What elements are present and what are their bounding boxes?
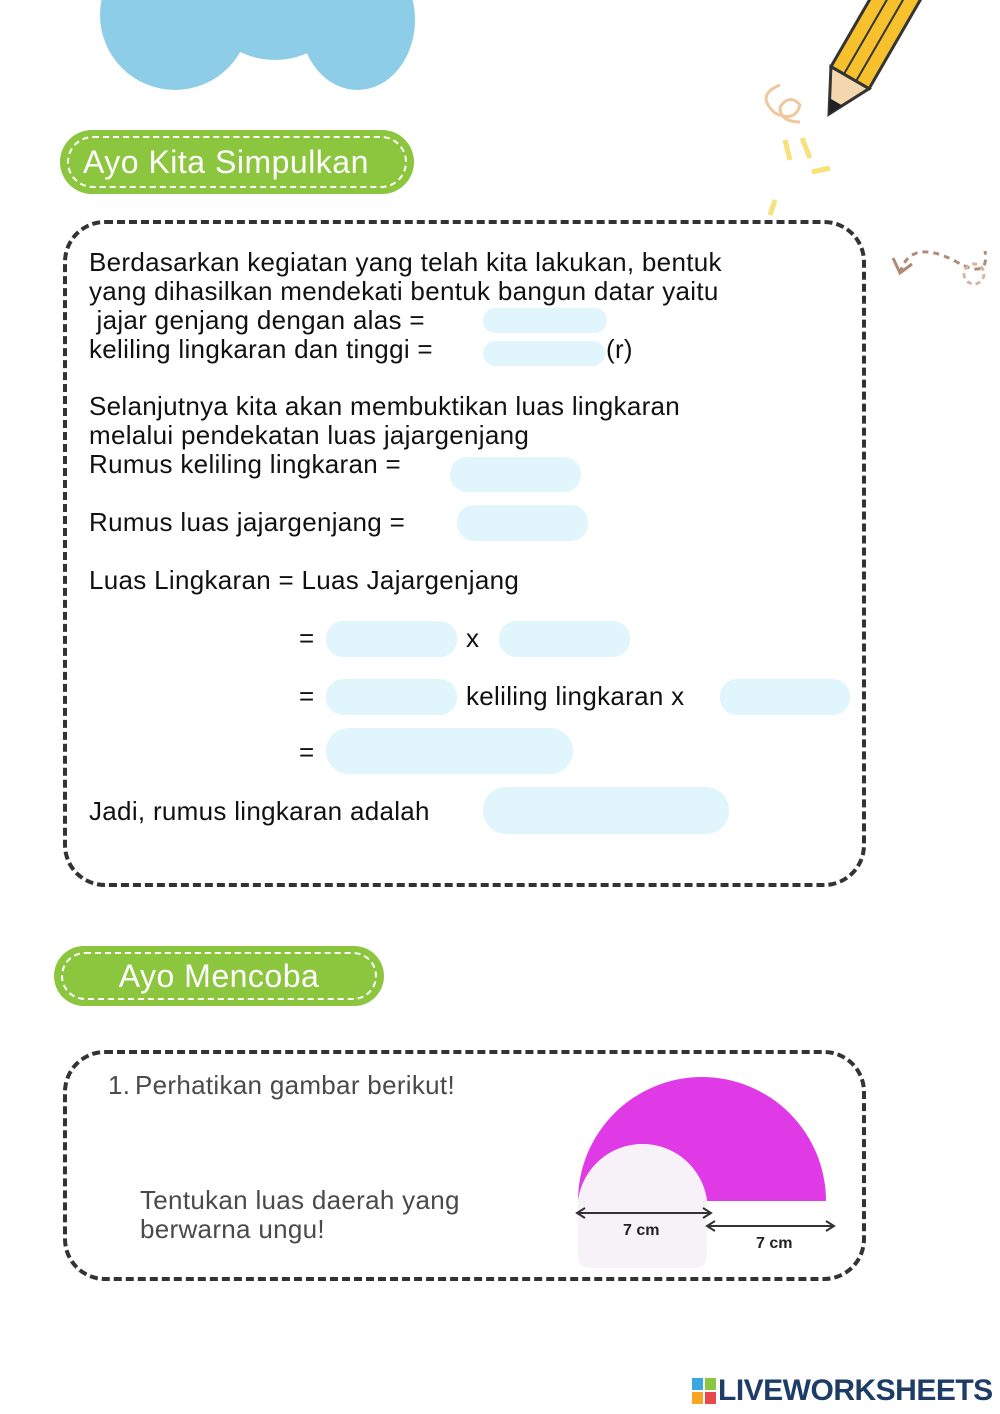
task-line-2: berwarna ungu! bbox=[140, 1214, 325, 1244]
figure-label-right: 7 cm bbox=[756, 1235, 793, 1252]
step1-first-input[interactable] bbox=[326, 621, 457, 657]
section-title-text: Ayo Kita Simpulkan bbox=[83, 143, 369, 180]
step3-result-input[interactable] bbox=[326, 728, 573, 774]
equality-statement: Luas Lingkaran = Luas Jajargenjang bbox=[89, 565, 520, 595]
liveworksheets-logo bbox=[692, 1374, 993, 1408]
step1-second-input[interactable] bbox=[499, 621, 630, 657]
step2-first-input[interactable] bbox=[326, 679, 457, 715]
para2-line1: Selanjutnya kita akan membuktikan luas lingkaran bbox=[89, 391, 681, 421]
equals-sign-3: = bbox=[299, 737, 315, 767]
liveworksheets-logo-icon bbox=[692, 1378, 716, 1404]
para1-line4: keliling lingkaran dan tinggi = bbox=[89, 334, 433, 364]
base-answer-input[interactable] bbox=[483, 308, 607, 333]
para1-line1: Berdasarkan kegiatan yang telah kita lakukan, bentuk bbox=[89, 247, 722, 277]
step2-second-input[interactable] bbox=[720, 679, 850, 715]
height-answer-input[interactable] bbox=[483, 341, 605, 366]
circumference-formula-input[interactable] bbox=[450, 457, 581, 492]
para1-line3: jajar genjang dengan alas = bbox=[89, 305, 425, 335]
curly-arrow-icon bbox=[888, 228, 1000, 293]
equals-sign-1: = bbox=[299, 623, 315, 653]
figure-label-left: 7 cm bbox=[623, 1222, 660, 1239]
para2-line2: melalui pendekatan luas jajargenjang bbox=[89, 420, 530, 450]
radius-suffix: (r) bbox=[606, 334, 633, 364]
inner-white-semicircle bbox=[578, 1144, 707, 1268]
parallelogram-formula-input[interactable] bbox=[457, 505, 588, 541]
question-text: Perhatikan gambar berikut! bbox=[135, 1070, 455, 1100]
task-line-1: Tentukan luas daerah yang bbox=[140, 1185, 460, 1215]
para1-line2: yang dihasilkan mendekati bentuk bangun datar yaitu bbox=[89, 276, 719, 306]
liveworksheets-logo-text: LIVEWORKSHEETS bbox=[718, 1374, 993, 1407]
section-title-text: Ayo Mencoba bbox=[118, 957, 320, 994]
half-ring-figure bbox=[565, 1060, 850, 1275]
cloud-decoration bbox=[90, 0, 470, 100]
section-title-try bbox=[54, 946, 384, 1006]
pencil-icon bbox=[740, 0, 940, 230]
para2-line3: Rumus keliling lingkaran = bbox=[89, 449, 402, 479]
parallelogram-formula-label: Rumus luas jajargenjang = bbox=[89, 507, 406, 537]
conclusion-label: Jadi, rumus lingkaran adalah bbox=[89, 796, 430, 826]
circumference-times-label: keliling lingkaran x bbox=[466, 681, 685, 711]
equals-sign-2: = bbox=[299, 681, 315, 711]
question-number: 1. bbox=[108, 1070, 131, 1100]
section-title-conclude bbox=[60, 130, 414, 194]
circle-formula-input[interactable] bbox=[483, 787, 729, 834]
times-sign: x bbox=[466, 623, 480, 653]
